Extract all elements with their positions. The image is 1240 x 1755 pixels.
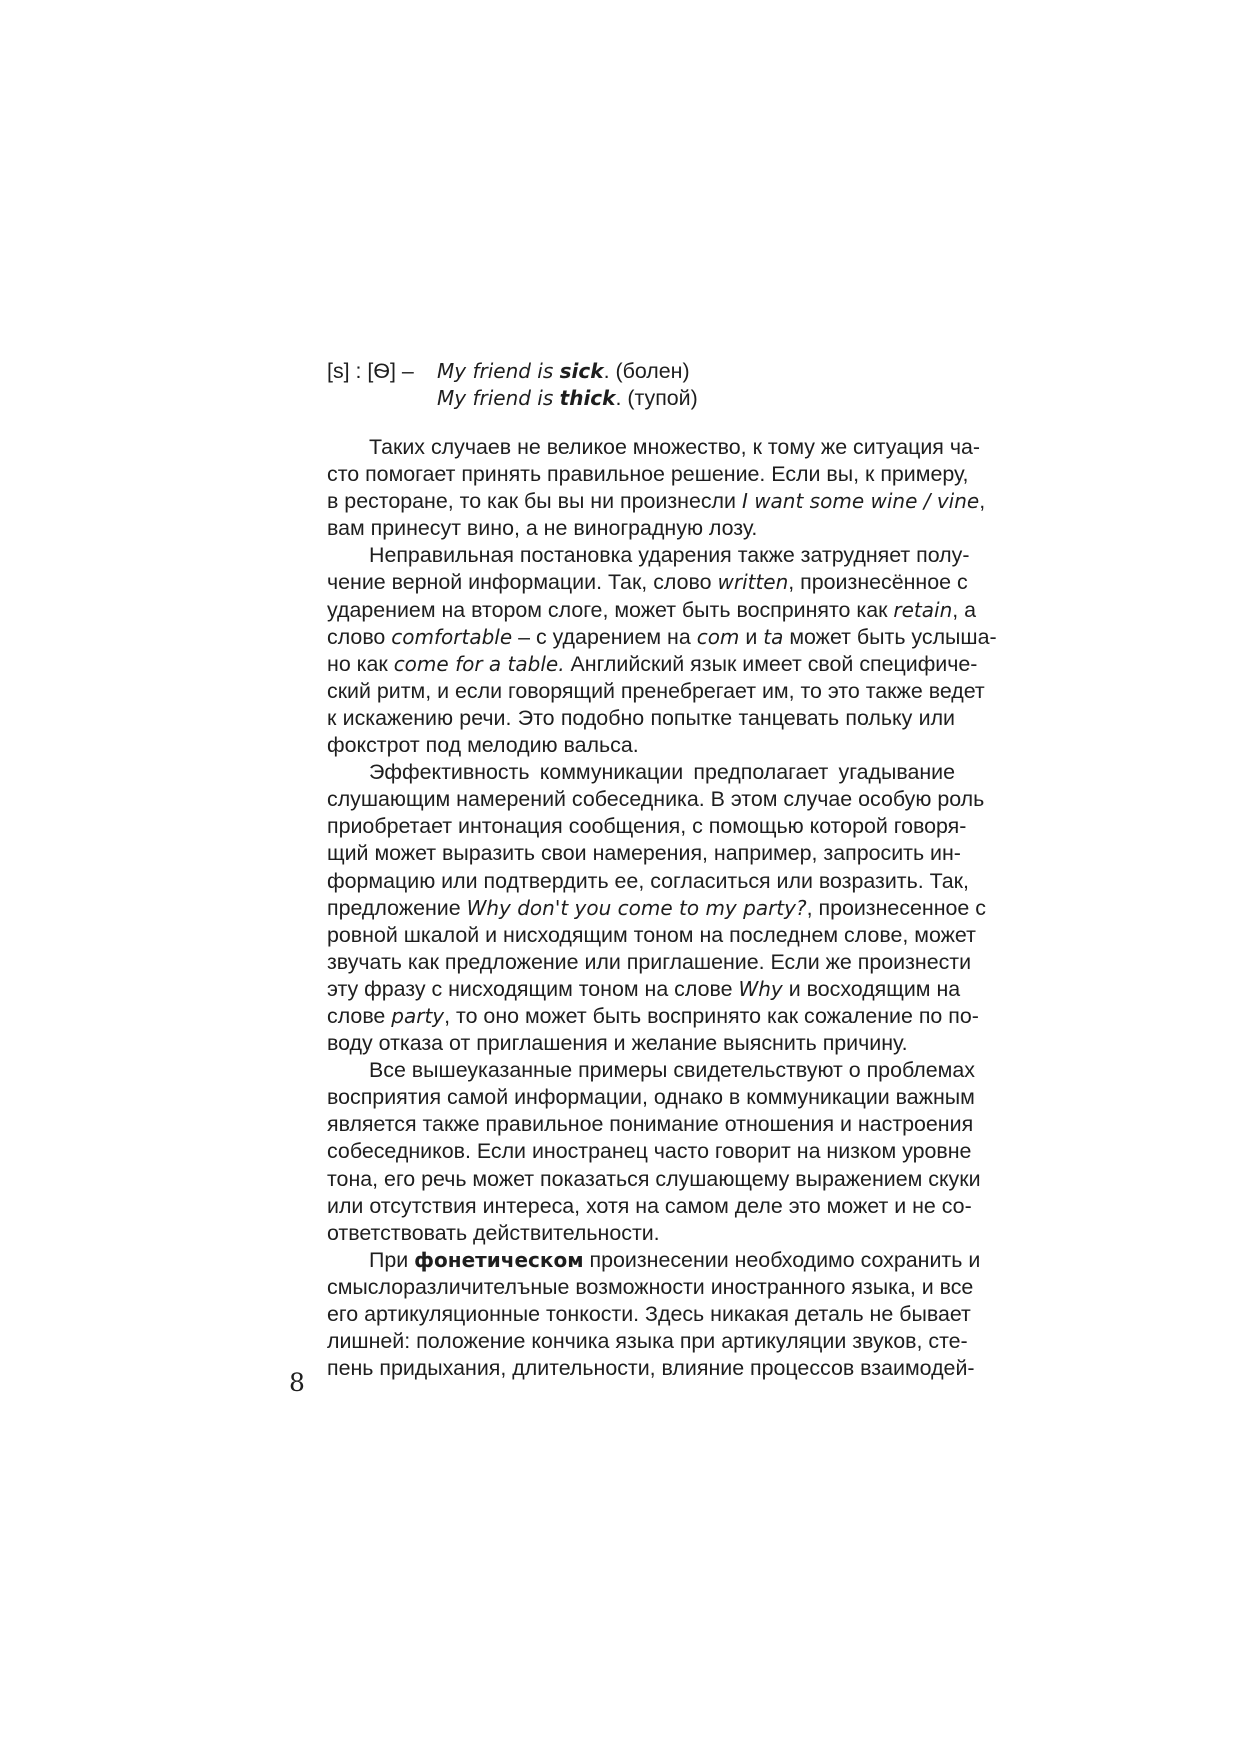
text-line: пень придыхания, длительности, влияние процессов взаимодей- [327,1356,975,1381]
text-line: предложение Why don't you come to my party?, произнесенное с [327,895,986,920]
example-label: [s] : [Ѳ] – [327,359,414,383]
text-line: но как come for a table. Английский язык имеет свой специфиче- [327,651,978,676]
text-line: формацию или подтвердить ее, согласиться или возразить. Так, [327,868,969,893]
text-line: или отсутствия интереса, хотя на самом деле это может и не со- [327,1193,972,1218]
emphasis-word: sick [559,359,604,383]
text-line: к искажению речи. Это подобно попытке танцевать польку или [327,705,955,730]
example-pair [327,358,955,413]
text-line: приобретает интонация сообщения, с помощью которой говоря- [327,814,967,839]
emphasis-word: thick [559,386,616,410]
example-line-2: My friend is thick. (тупой) [437,386,698,410]
page-number: 8 [289,1368,305,1397]
text-line: его артикуляционные тонкости. Здесь никакая деталь не бывает [327,1302,971,1326]
text-line: в ресторане, то как бы вы ни произнесли I want some wine / vine, [327,489,986,514]
text-block [327,358,997,1382]
text-line: является также правильное понимание отношения и настроения [327,1112,974,1137]
text-line: При фонетическом произнесении необходимо сохранить и [369,1247,981,1272]
text-line: Все вышеуказанные примеры свидетельствуют о проблемах [369,1058,975,1083]
text-line: восприятия самой информации, однако в коммуникации важным [327,1085,975,1110]
text-line: воду отказа от приглашения и желание выяснить причину. [327,1031,908,1056]
text-line: слове party, то оно может быть воспринято как сожаление по по- [327,1003,979,1028]
text-line: тона, его речь может показаться слушающему выражением скуки [327,1166,981,1191]
text-line: слово comfortable – с ударением на com и ta может быть услыша- [327,624,997,649]
example-line-1: My friend is sick. (болен) [437,359,690,383]
paragraph-4 [327,1057,981,1247]
text-line: Эффективность коммуникации предполагает угадывание [369,760,955,785]
text-line: лишней: положение кончика языка при артикуляции звуков, сте- [327,1329,968,1354]
text-line: Неправильная постановка ударения также затрудняет полу- [369,543,970,568]
text-line: смыслоразличителъные возможности иностранного языка, и все [327,1274,974,1299]
text-line: собеседников. Если иностранец часто говорит на низком уровне [327,1139,972,1164]
text-line: сто помогает принять правильное решение. Если вы, к примеру, [327,462,969,487]
text-line: ответствовать действительности. [327,1220,660,1245]
text-line: эту фразу с нисходящим тоном на слове Why и восходящим на [327,976,961,1001]
text-line: ский ритм, и если говорящий пренебрегает им, то это также ведет [327,678,985,703]
paragraph-2 [327,542,997,759]
text-line: чение верной информации. Так, слово written, произнесённое с [327,570,968,595]
text-line: щий может выразить свои намерения, например, запросить ин- [327,841,961,866]
paragraph-5 [327,1247,981,1382]
body-text [327,434,997,1382]
paragraph-3 [327,759,986,1057]
paragraph-1 [327,434,986,542]
text-line: звучать как предложение или приглашение. Если же произнести [327,949,972,974]
text-line: фокстрот под мелодию вальса. [327,733,639,758]
text-line: вам принесут вино, а не виноградную лозу. [327,516,758,541]
text-line: ровной шкалой и нисходящим тоном на последнем слове, может [327,922,976,947]
text-line: ударением на втором слоге, может быть воспринято как retain, а [327,597,977,622]
text-line: Таких случаев не великое множество, к тому же ситуация ча- [369,435,980,459]
text-line: слушающим намерений собеседника. В этом случае особую роль [327,787,985,812]
